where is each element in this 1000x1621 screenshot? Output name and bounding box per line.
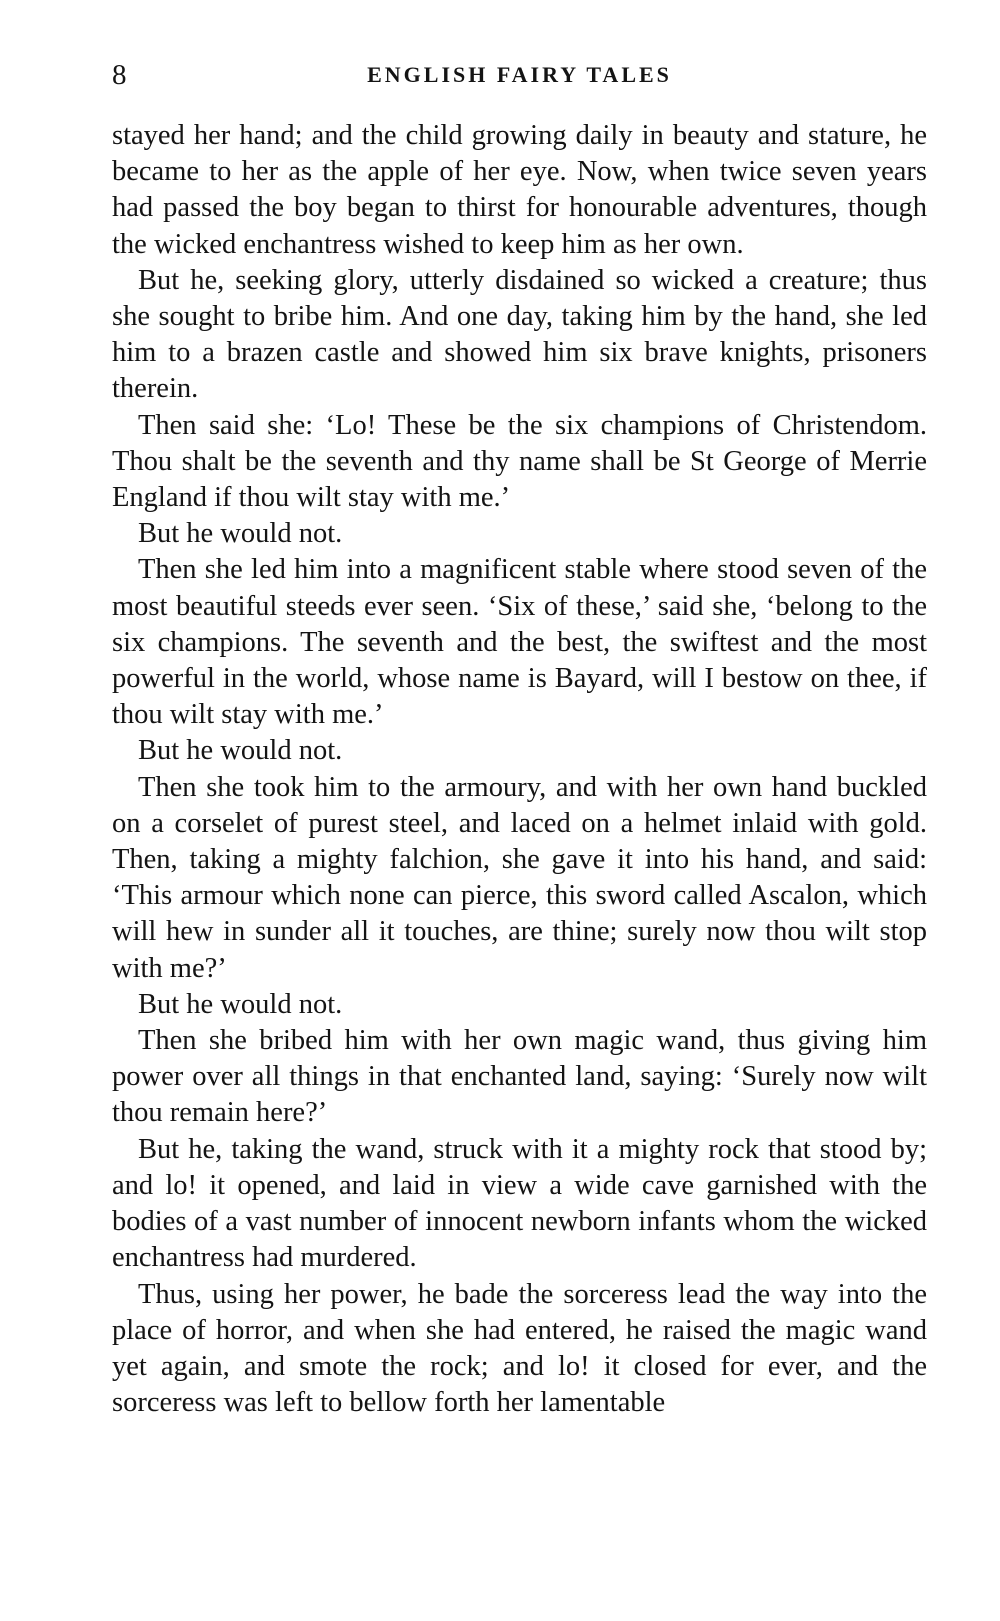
paragraph-4: But he would not. — [138, 518, 343, 550]
paragraph-3: Then said she: ‘Lo! These be the six champions of Christendom. Thou shalt be the seventh and thy name shall be St George of Merrie England if thou wilt stay with me.’ — [112, 409, 927, 514]
paragraph-5: Then she led him into a magnificent stable where stood seven of the most beautiful steeds ever seen. ‘Six of these,’ said she, ‘belong to the six champions. The seventh and the best, the swiftest and the most powerful in the world, whose name is Bayard, will I bestow on thee, if thou wilt stay with me.’ — [112, 554, 927, 731]
paragraph-8: But he would not. — [138, 988, 343, 1020]
body-text — [112, 118, 927, 1421]
paragraph-11: Thus, using her power, he bade the sorceress lead the way into the place of horror, and when she had entered, he raised the magic wand yet again, and smote the rock; and lo! it closed for ever, and the sorceress was left to bellow forth her lamentable — [112, 1278, 927, 1419]
paragraph-10: But he, taking the wand, struck with it a mighty rock that stood by; and lo! it opened, and laid in view a wide cave garnished with the bodies of a vast number of innocent newborn infants whom the wicked enchantress had murdered. — [112, 1133, 927, 1274]
paragraph-7: Then she took him to the armoury, and with her own hand buckled on a corselet of purest steel, and laced on a helmet inlaid with gold. Then, taking a mighty falchion, she gave it into his hand, and said: ‘This armour which none can pierce, this sword called Ascalon, which will hew in sunder all it touches, are thine; surely now thou wilt stop with me?’ — [112, 771, 927, 984]
paragraph-2: But he, seeking glory, utterly disdained so wicked a creature; thus she sought to bribe him. And one day, taking him by the hand, she led him to a brazen castle and showed him six brave knights, prisoners therein. — [112, 264, 927, 405]
paragraph-1: stayed her hand; and the child growing daily in beauty and stature, he became to her as the apple of her eye. Now, when twice seven years had passed the boy began to thirst for honourable adventures, though the wicked enchantress wished to keep him as her own. — [112, 120, 927, 260]
page-number: 8 — [112, 59, 127, 91]
paragraph-9: Then she bribed him with her own magic wand, thus giving him power over all things in that enchanted land, saying: ‘Surely now wilt thou remain here?’ — [112, 1025, 927, 1129]
running-head-title: ENGLISH FAIRY TALES — [367, 62, 672, 87]
paragraph-6: But he would not. — [138, 735, 343, 767]
running-head — [112, 55, 927, 95]
